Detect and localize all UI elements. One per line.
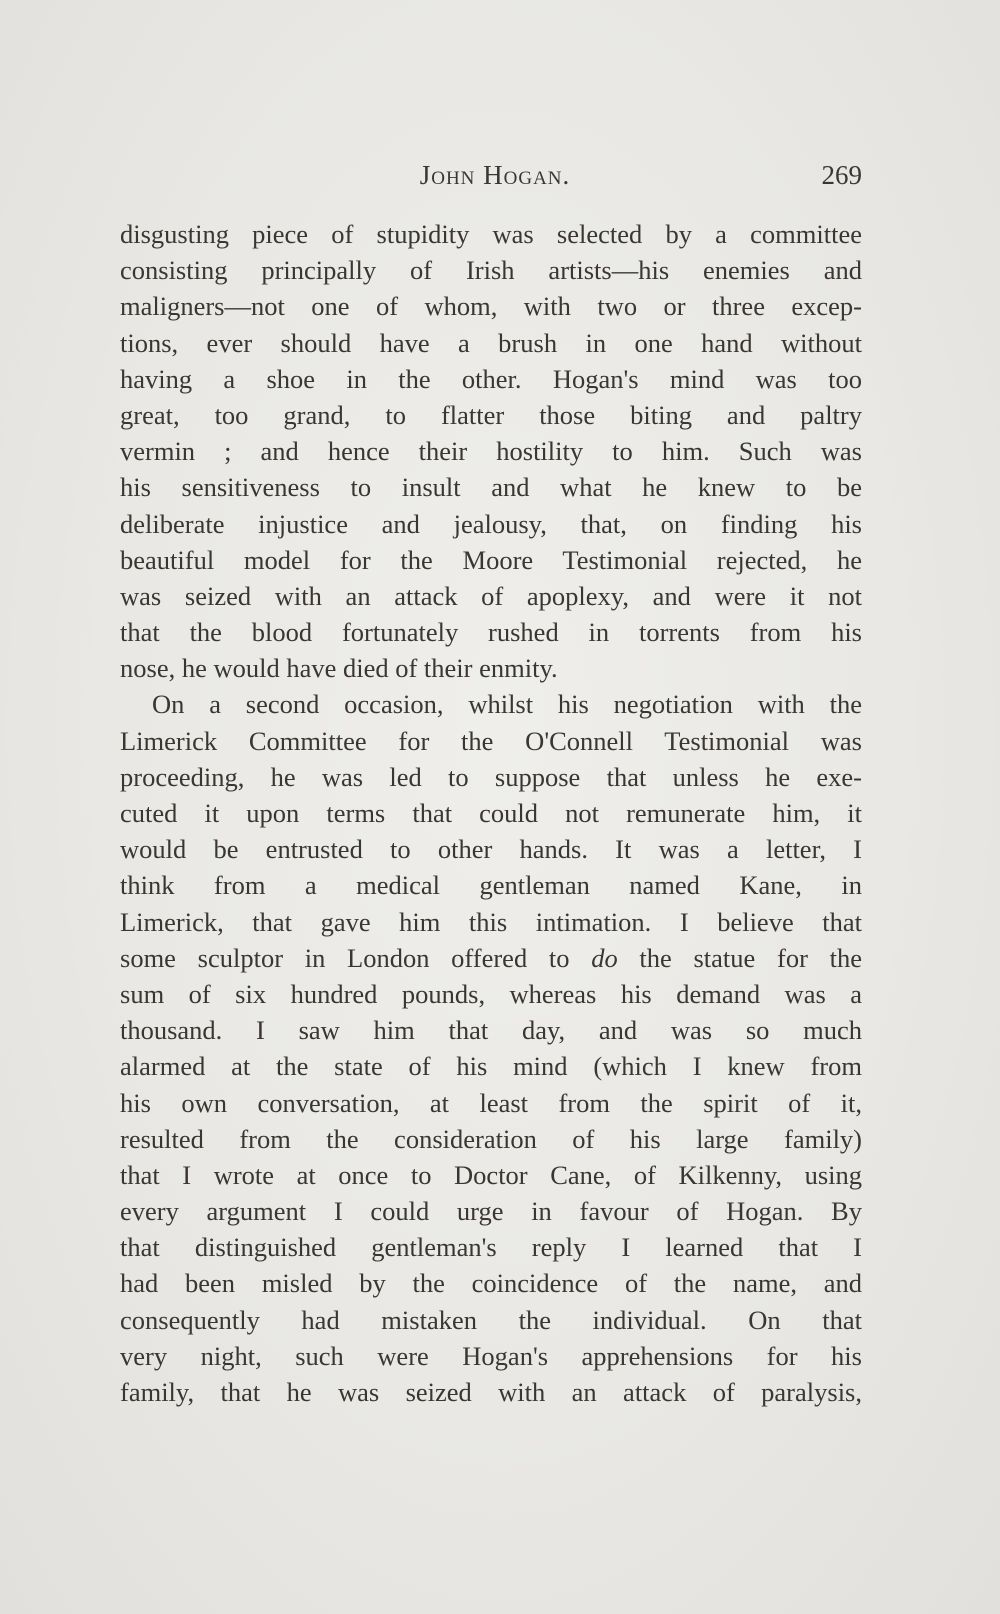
text-line: vermin ; and hence their hostility to him. Such was — [120, 436, 862, 467]
text-line: resulted from the consideration of his large family) — [120, 1123, 862, 1154]
text-line: his sensitiveness to insult and what he knew to be — [120, 472, 862, 503]
text-line: great, too grand, to flatter those biting and paltry — [120, 399, 862, 430]
text-line: cuted it upon terms that could not remunerate him, it — [120, 798, 862, 828]
page-number: 269 — [821, 160, 862, 190]
text-line: some sculptor in London offered to do the statue for the — [120, 942, 862, 973]
text-line: that the blood fortunately rushed in torrents from his — [120, 617, 862, 648]
text-line: consisting principally of Irish artists—his enemies and — [120, 255, 862, 286]
text-line: nose, he would have died of their enmity. — [120, 653, 558, 684]
text-line: had been misled by the coincidence of the name, and — [120, 1268, 862, 1299]
text-line: that distinguished gentleman's reply I learned that I — [120, 1232, 862, 1263]
running-head-title: John Hogan. — [419, 160, 571, 190]
text-line: alarmed at the state of his mind (which I knew from — [120, 1051, 862, 1082]
text-line: family, that he was seized with an attack of paralysis, — [120, 1377, 862, 1407]
text-line: every argument I could urge in favour of Hogan. By — [120, 1196, 862, 1227]
text-line: beautiful model for the Moore Testimonial rejected, he — [120, 544, 862, 575]
text-line: disgusting piece of stupidity was selected by a committee — [120, 219, 862, 249]
text-line: having a shoe in the other. Hogan's mind was too — [120, 363, 862, 394]
body-text — [120, 216, 862, 1410]
text-line: maligners—not one of whom, with two or three excep- — [120, 291, 862, 322]
text-line: sum of six hundred pounds, whereas his demand was a — [120, 978, 862, 1009]
paragraph — [120, 686, 862, 1410]
text-line: think from a medical gentleman named Kane, in — [120, 870, 862, 901]
running-head — [120, 160, 870, 200]
text-line: Limerick, that gave him this intimation. I believe that — [120, 906, 862, 937]
text-line: would be entrusted to other hands. It was a letter, I — [120, 834, 862, 865]
text-line: very night, such were Hogan's apprehensions for his — [120, 1340, 862, 1371]
text-line: consequently had mistaken the individual. On that — [120, 1304, 862, 1335]
text-line: On a second occasion, whilst his negotiation with the — [152, 689, 862, 720]
text-line: his own conversation, at least from the spirit of it, — [120, 1087, 862, 1118]
text-line: proceeding, he was led to suppose that unless he exe- — [120, 761, 862, 792]
text-line: deliberate injustice and jealousy, that, on finding his — [120, 508, 862, 539]
text-line: thousand. I saw him that day, and was so much — [120, 1015, 862, 1046]
text-line: tions, ever should have a brush in one hand without — [120, 327, 862, 358]
paragraph — [120, 216, 862, 686]
text-line: Limerick Committee for the O'Connell Testimonial was — [120, 725, 862, 756]
text-line: was seized with an attack of apoplexy, and were it not — [120, 580, 862, 611]
text-line: that I wrote at once to Doctor Cane, of Kilkenny, using — [120, 1159, 862, 1190]
